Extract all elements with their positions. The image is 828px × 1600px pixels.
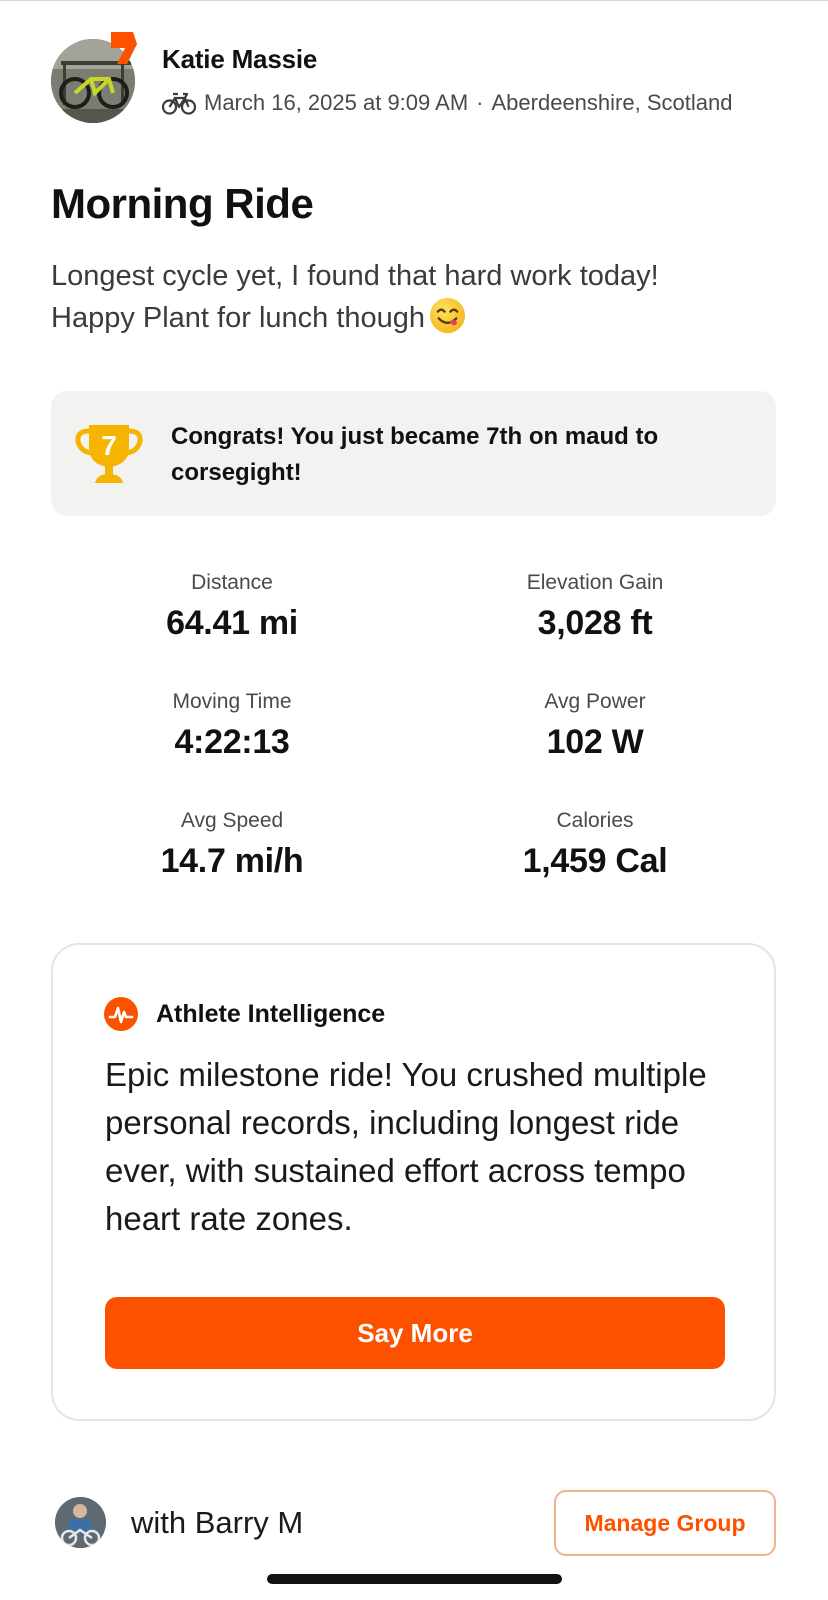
activity-title: Morning Ride bbox=[51, 180, 314, 227]
stat-label: Avg Power bbox=[544, 690, 646, 713]
stat-label: Avg Speed bbox=[180, 809, 284, 832]
athlete-intelligence-title: Athlete Intelligence bbox=[156, 1000, 386, 1028]
activity-location: Aberdeenshire, Scotland bbox=[491, 90, 733, 115]
trophy-rank: 7 bbox=[101, 430, 117, 461]
description-line-2 bbox=[51, 297, 771, 339]
stat-moving-time bbox=[82, 687, 382, 762]
stat-label: Elevation Gain bbox=[526, 571, 664, 594]
athlete-intelligence-summary: Epic milestone ride! You crushed multiple personal records, including longest ride ever, with sustained effort across tempo heart rate zones. bbox=[105, 1056, 707, 1237]
say-more-button[interactable]: Say More bbox=[105, 1297, 725, 1369]
stat-label: Calories bbox=[556, 809, 634, 832]
subscriber-badge-icon bbox=[109, 30, 139, 66]
stat-value: 3,028 ft bbox=[537, 604, 653, 642]
group-activity-text[interactable]: with Barry M bbox=[131, 1505, 304, 1540]
stat-value: 4:22:13 bbox=[174, 723, 290, 761]
meta-separator: · bbox=[476, 90, 484, 115]
activity-datetime: March 16, 2025 at 9:09 AM bbox=[204, 90, 469, 115]
stat-label: Moving Time bbox=[172, 690, 292, 713]
stat-calories bbox=[445, 806, 745, 881]
stat-label: Distance bbox=[191, 571, 273, 594]
stat-value: 14.7 mi/h bbox=[160, 842, 304, 880]
stat-value: 64.41 mi bbox=[166, 604, 298, 642]
top-divider bbox=[0, 0, 828, 1]
stat-value: 1,459 Cal bbox=[522, 842, 668, 880]
activity-description bbox=[51, 255, 771, 339]
athlete-intelligence-card bbox=[51, 943, 776, 1421]
bike-icon bbox=[162, 90, 196, 116]
segment-achievement-card[interactable] bbox=[51, 391, 776, 516]
activity-meta bbox=[162, 88, 732, 118]
description-line-2-text: Happy Plant for lunch though bbox=[51, 302, 426, 334]
home-indicator[interactable] bbox=[267, 1574, 562, 1584]
achievement-text: Congrats! You just became 7th on maud to corsegight! bbox=[171, 423, 659, 486]
stat-distance bbox=[82, 568, 382, 643]
stat-avg-speed bbox=[82, 806, 382, 881]
athlete-name[interactable]: Katie Massie bbox=[162, 44, 318, 74]
manage-group-button[interactable]: Manage Group bbox=[554, 1490, 776, 1556]
group-member-photo bbox=[55, 1497, 106, 1548]
description-line-1: Longest cycle yet, I found that hard work today! bbox=[51, 260, 659, 292]
stat-elevation-gain bbox=[445, 568, 745, 643]
stat-avg-power bbox=[445, 687, 745, 762]
stat-value: 102 W bbox=[546, 723, 644, 761]
group-member-avatar[interactable] bbox=[55, 1497, 106, 1548]
trophy-icon bbox=[75, 419, 143, 489]
face-savoring-food-emoji bbox=[429, 297, 466, 334]
athlete-intelligence-icon bbox=[104, 997, 138, 1031]
